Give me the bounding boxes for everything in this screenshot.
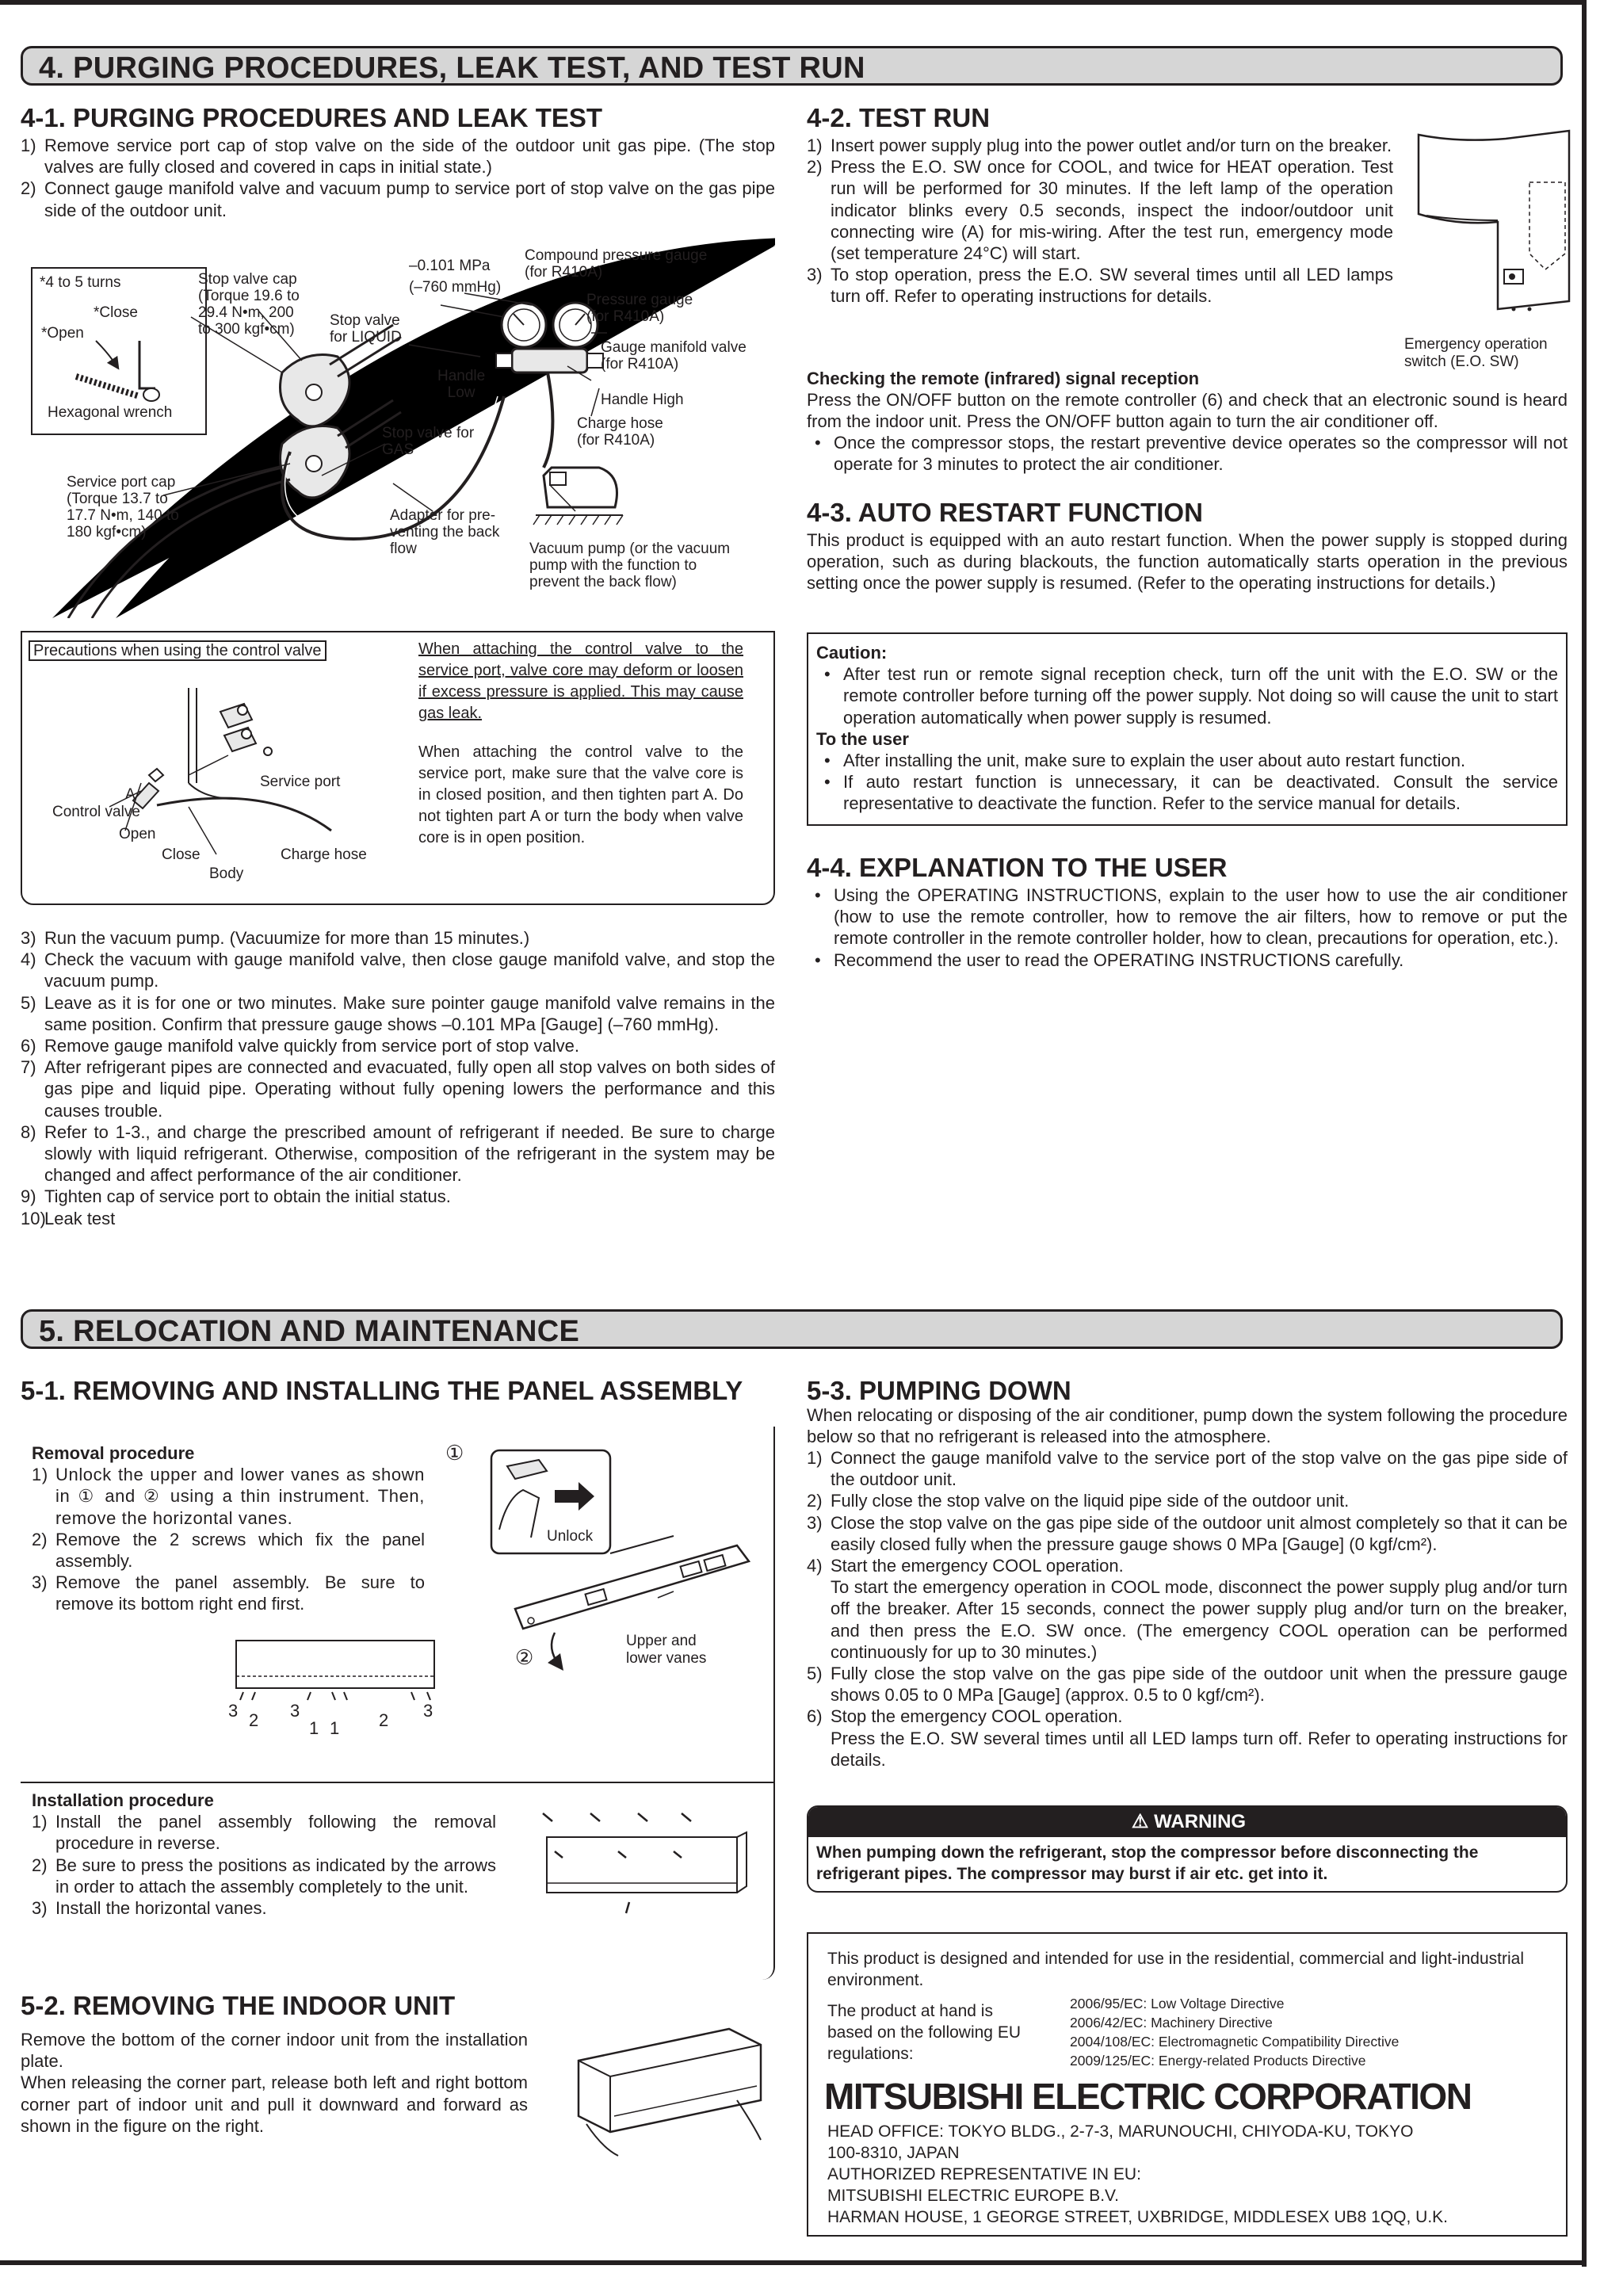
section-5-title: 5. RELOCATION AND MAINTENANCE [39,1315,580,1348]
to-user-title: To the user [816,728,909,749]
list-item: 2) Be sure to press the positions as indicated by the arrows in order to attach the assembly completely to the unit. [32,1855,496,1897]
removal-title: Removal procedure [32,1443,195,1463]
list-item: 1) Insert power supply plug into the power outlet and/or turn on the breaker. [807,136,1392,155]
mark-3c: 3 [423,1701,433,1721]
mark-2b: 2 [379,1710,389,1730]
section-4-title: 4. PURGING PROCEDURES, LEAK TEST, AND TEST RUN [39,52,865,85]
list-item: 1) Unlock the upper and lower vanes as shown in ① and ② using a thin instrument. Then, remove the horizontal vanes. [32,1465,425,1528]
steps-4-1-a [21,135,775,221]
label-adapter: Adapter for pre- venting the back flow [390,507,500,557]
label-charge-hose-2: Charge hose [281,846,367,863]
list-item: 3) Install the horizontal vanes. [32,1898,267,1919]
directive: 2006/42/EC: Machinery Directive [1070,2015,1273,2030]
label-charge-hose: Charge hose (for R410A) [577,415,663,449]
label-unlock: Unlock [547,1528,594,1545]
label-stop-valve-liquid: Stop valve for LIQUID [330,312,402,346]
remove-indoor-p1: Remove the bottom of the corner indoor unit from the installation plate. [21,2030,528,2072]
regs-label: The product at hand is based on the following EU regulations: [827,2002,1021,2063]
label-service-port: Service port [260,774,341,790]
label-open-2: Open [119,826,156,842]
heading-5-2: 5-2. REMOVING THE INDOOR UNIT [21,1991,456,2020]
directive: 2004/108/EC: Electromagnetic Compatibility Directive [1070,2034,1400,2050]
purging-diagram [21,238,775,618]
heading-4-4: 4-4. EXPLANATION TO THE USER [807,853,1228,882]
label-service-port-cap: Service port cap (Torque 13.7 to 17.7 N•m, 140 to 180 kgf•cm) [67,474,179,541]
list-item: • If auto restart function is unnecessary, it can be deactivated. Consult the service representative to deactivate the function. Refer to the service manual for details. [816,771,1558,814]
heading-5-3: 5-3. PUMPING DOWN [807,1376,1071,1405]
list-item: • Using the OPERATING INSTRUCTIONS, explain to the user how to use the air conditioner (how to use the remote controller, how to remove the air filters, how to remove or put the remote controller in the remote controller holder, how to clean, precautions for operation, etc.). [807,884,1568,949]
list-item: 3) Remove the panel assembly. Be sure to remove its bottom right end first. [32,1572,425,1614]
list-item: 6) Remove gauge manifold valve quickly from service port of stop valve. [21,1036,579,1056]
list-item: 3) Close the stop valve on the gas pipe side of the outdoor unit almost completely so that it can be easily closed fully when the pressure gauge shows 0 MPa [Gauge] (0 kgf/cm²). [807,1512,1568,1554]
label-compound-gauge: Compound pressure gauge (for R410A) [525,247,708,281]
label-stop-valve-gas: Stop valve for GAS [382,425,475,458]
label-vacuum-pump: Vacuum pump (or the vacuum pump with the function to prevent the back flow) [529,541,731,590]
list-item: 10) Leak test [21,1208,116,1228]
directive: 2009/125/EC: Energy-related Products Directive [1070,2053,1366,2069]
list-item: 2) Connect gauge manifold valve and vacuum pump to service port of stop valve on the gas pipe side of the outdoor unit. [21,178,775,220]
panel-screws-diagram [220,1633,450,1720]
heading-4-1: 4-1. PURGING PROCEDURES AND LEAK TEST [21,103,603,132]
list-item: 9) Tighten cap of service port to obtain the initial status. [21,1186,451,1207]
label-close: *Close [94,304,138,321]
company-address: HEAD OFFICE: TOKYO BLDG., 2-7-3, MARUNOUCHI, CHIYODA-KU, TOKYO 100-8310, JAPAN AUTHORIZED REPRESENTATIVE IN EU: MITSUBISHI ELECTRIC EUROPE B.V. HARMAN HOUSE, 1 GEORGE STREET, UXBRIDGE, MIDDLESEX UB8 1QQ, U.K. [827,2122,1448,2226]
warning-box [807,1805,1568,1893]
pumping-intro: When relocating or disposing of the air conditioner, pump down the system following the procedure below so that no refrigerant is released into the atmosphere. [807,1405,1568,1447]
label-circle-two: ② [515,1645,534,1669]
precautions-label: Precautions when using the control valve [29,640,327,661]
steps-4-1-b [21,927,775,1229]
list-item: 1) Connect the gauge manifold valve to the service port of the stop valve on the gas pipe side of the outdoor unit. [807,1448,1568,1490]
divider [21,1782,775,1783]
list-item: 7) After refrigerant pipes are connected and evacuated, fully open all stop valves on both sides of gas pipe and liquid pipe. Operating without fully opening lowers the performance and this causes trouble. [21,1057,775,1121]
mark-3a: 3 [228,1701,239,1721]
label-gauge-manifold: Gauge manifold valve (for R410A) [601,339,747,372]
list-item: 4) Start the emergency COOL operation. To start the emergency operation in COOL mode, disconnect the power supply plug and/or turn off the breaker. After 15 seconds, connect the power supply plug and/or turn on the breaker, and then press the E.O. SW once. (The emergency COOL operation can be performed continuously for up to 30 minutes.) [807,1556,1568,1662]
list-item: 1) Install the panel assembly following the removal procedure in reverse. [32,1812,496,1854]
section-4-header [21,46,1563,86]
label-pressure-gauge: Pressure gauge (for R410A) [586,292,693,325]
list-item: 5) Fully close the stop valve on the gas pipe side of the outdoor unit when the pressure gauge shows 0.05 to 0 MPa [Gauge] (approx. 0.5 to 0 kgf/cm²). [807,1664,1568,1706]
list-item: 3) Run the vacuum pump. (Vacuumize for more than 15 minutes.) [21,928,530,948]
control-valve-box [21,631,775,905]
mark-1a: 1 [309,1718,319,1738]
list-item: 2) Remove the 2 screws which fix the panel assembly. [32,1529,425,1572]
remove-indoor-text [21,2029,528,2137]
list-item: 2) Fully close the stop valve on the liquid pipe side of the outdoor unit. [807,1491,1350,1511]
removal-procedure [32,1442,425,1615]
install-press-diagram [539,1797,753,1916]
list-item: 4) Check the vacuum with gauge manifold valve, then close gauge manifold valve, and stop the vacuum pump. [21,949,775,991]
steps-4-2 [807,135,1393,308]
mark-1b: 1 [330,1718,340,1738]
label-control-valve: Control valve [52,804,140,820]
label-close-2: Close [162,846,200,863]
label-body: Body [209,865,244,882]
heading-5-1: 5-1. REMOVING AND INSTALLING THE PANEL ASSEMBLY [21,1376,743,1405]
pumping-steps [807,1447,1568,1771]
label-turns: *4 to 5 turns [40,274,121,291]
check-remote-heading: Checking the remote (infrared) signal reception [807,369,1200,388]
list-item: • After test run or remote signal reception check, turn off the unit with the E.O. SW or the remote controller before turning off the power supply. Not doing so will cause the unit to start operation automatically when power supply is resumed. [816,663,1558,728]
directive: 2006/95/EC: Low Voltage Directive [1070,1996,1285,2011]
installation-procedure [32,1790,496,1919]
check-remote-bullet [807,432,1568,475]
label-hex-wrench: Hexagonal wrench [48,404,173,421]
warning-icon: ⚠ [1131,1811,1149,1832]
eo-switch-diagram [1411,127,1585,333]
directives-list [1070,1994,1399,2070]
list-item: • After installing the unit, make sure to explain the user about auto restart function. [816,750,1558,771]
installation-title: Installation procedure [32,1790,214,1810]
mark-2a: 2 [249,1710,259,1730]
vane-unlock-diagram [444,1442,777,1672]
list-item: 3) To stop operation, press the E.O. SW several times until all LED lamps turn off. Refer to operating instructions for details. [807,265,1393,307]
list-item: • Recommend the user to read the OPERATING INSTRUCTIONS carefully. [807,949,1568,971]
auto-restart-text: This product is equipped with an auto restart function. When the power supply is stopped during operation, such as during blackouts, the function automatically starts operation in the previous setting once the power supply is resumed. (Refer to the operating instructions for details.) [807,530,1568,594]
company-box [807,1932,1568,2237]
heading-4-2: 4-2. TEST RUN [807,103,991,132]
warning-title: WARNING [1154,1811,1247,1832]
section-5-header [21,1309,1563,1349]
explanation-bullets [807,884,1568,971]
control-valve-warning-text: When attaching the control valve to the service port, make sure that the valve core is in closed position, and then tighten part A. Do not tighten part A or turn the body when valve core is in open position. [418,743,743,846]
list-item: • Once the compressor stops, the restart preventive device operates so the compressor will not operate for 3 minutes to protect the air conditioner. [807,432,1568,475]
list-item: 8) Refer to 1-3., and charge the prescribed amount of refrigerant if needed. Be sure to charge slowly with liquid refrigerant. Otherwise, composition of the refrigerant in the system may be changed and affect performance of the air conditioner. [21,1121,775,1186]
control-valve-warning-underlined: When attaching the control valve to the service port, valve core may deform or loosen if excess pressure is applied. This may cause gas leak. [418,640,743,722]
label-circle-one: ① [445,1441,464,1465]
page-frame-bottom [0,2260,1587,2265]
list-item: 5) Leave as it is for one or two minutes. Make sure pointer gauge manifold valve remains in the same position. Confirm that pressure gauge shows –0.101 MPa [Gauge] (–760 mmHg). [21,992,775,1034]
eo-switch-label: Emergency operation switch (E.O. SW) [1404,336,1548,370]
label-stop-valve-cap: Stop valve cap (Torque 19.6 to 29.4 N•m, 200 to 300 kgf•cm) [198,271,300,338]
list-item: 2) Press the E.O. SW once for COOL, and twice for HEAT operation. Test run will be performed for 30 minutes. If the left lamp of the operation indicator blinks every 0.5 seconds, inspect the indoor/outdoor unit connecting wire (A) for mis-wiring. After the test run, emergency mode (set temperature 24°C) will start. [807,157,1393,264]
company-logo: MITSUBISHI ELECTRIC CORPORATION [824,2076,1472,2117]
page-frame-top [0,0,1587,5]
list-item: 1) Remove service port cap of stop valve on the side of the outdoor unit gas pipe. (The stop valves are fully closed and covered in caps in initial state.) [21,136,775,178]
label-open: *Open [41,325,84,342]
warning-header [808,1807,1568,1837]
mark-3b: 3 [290,1701,300,1721]
page-frame-right [1582,0,1587,2267]
check-remote-text: Press the ON/OFF button on the remote controller (6) and check that an electronic sound is heard from the indoor unit. Press the ON/OFF button again to turn the air conditioner off. [807,390,1568,432]
remove-indoor-p2: When releasing the corner part, release both left and right bottom corner part of indoor unit and pull it downward and forward as shown in the figure on the right. [21,2073,528,2136]
label-a: A [125,786,136,803]
heading-4-3: 4-3. AUTO RESTART FUNCTION [807,498,1203,527]
label-mpa: –0.101 MPa (–760 mmHg) [409,258,502,296]
list-item: 6) Stop the emergency COOL operation. Press the E.O. SW several times until all LED lamps turn off. Refer to operating instructions for details. [807,1706,1568,1770]
label-handle-low: Handle Low [437,368,486,401]
label-vanes: Upper and lower vanes [626,1633,707,1667]
compliance-intro: This product is designed and intended for use in the residential, commercial and light-industrial environment. [827,1950,1524,1989]
warning-text: When pumping down the refrigerant, stop the compressor before disconnecting the refrigerant pipes. The compressor may burst if air etc. get into it. [816,1843,1479,1883]
remove-indoor-diagram [555,2013,777,2164]
label-handle-high: Handle High [601,392,684,408]
caution-box [807,632,1568,826]
caution-title: Caution: [816,643,888,663]
